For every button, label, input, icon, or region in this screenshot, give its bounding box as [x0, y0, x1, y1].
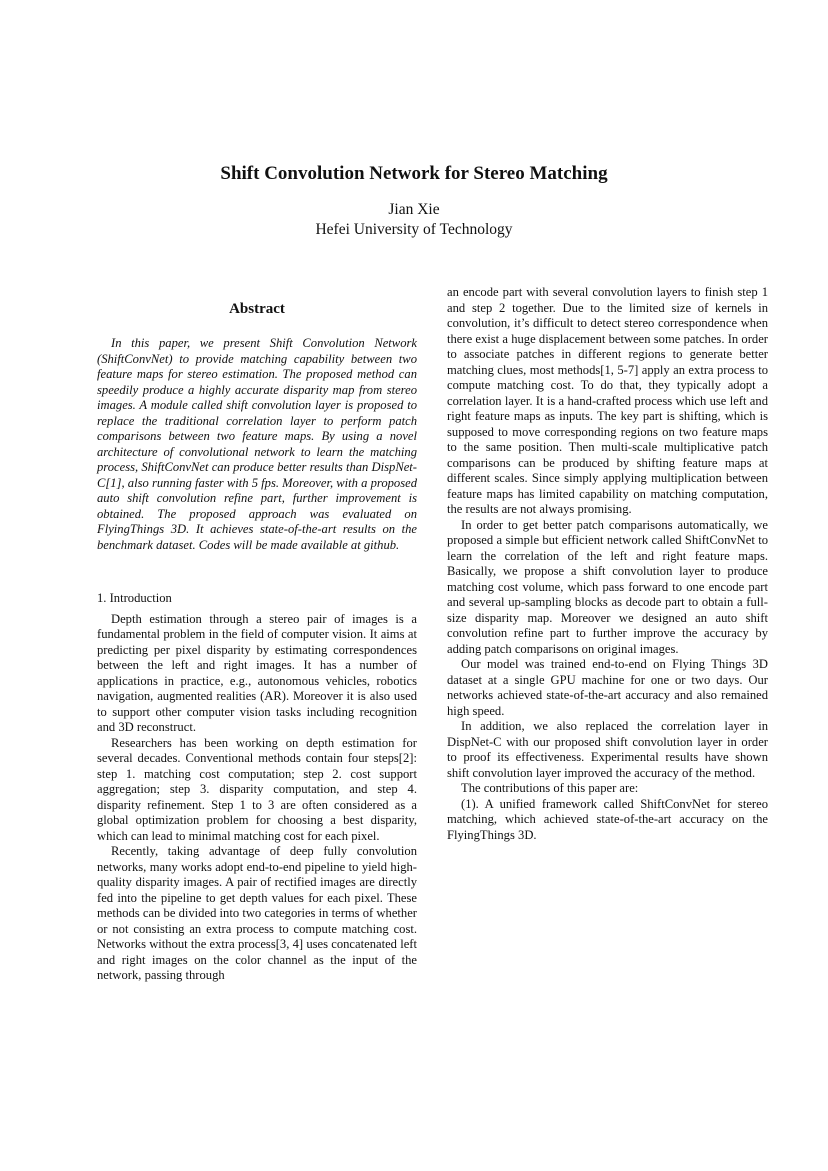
- introduction-heading: 1. Introduction: [97, 591, 172, 605]
- intro-paragraph: Researchers has been working on depth estimation for several decades. Conventional methods contain four steps[2]: step 1. matching cost computation; step 2. cost support aggregation; step 3. disparity computation, and step 4. disparity refinement. Step 1 to 3 are often considered as a global optimization problem for choosing a best disparity, which can lead to minimal matching cost for each pixel.: [97, 735, 417, 843]
- abstract-heading: Abstract: [229, 301, 285, 317]
- right-column: [447, 285, 768, 843]
- intro-paragraph: Depth estimation through a stereo pair of images is a fundamental problem in the field of computer vision. It aims at predicting per pixel disparity by estimating correspondences between the left and right images. It has a number of applications in practice, e.g., autonomous vehicles, robotics navigation, augmented realities (AR). Moreover it is also used to support other computer vision tasks including recognition and 3D reconstruct.: [97, 611, 417, 734]
- left-column: [97, 300, 417, 984]
- body-paragraph: Our model was trained end-to-end on Flying Things 3D dataset at a single GPU machine for one or two days. Our networks achieved state-of-the-art accuracy and also remained high speed.: [447, 657, 768, 718]
- author-affiliation: Hefei University of Technology: [315, 221, 513, 238]
- body-paragraph: an encode part with several convolution layers to finish step 1 and step 2 together. Due to the limited size of kernels in convolution, it’s difficult to detect stereo correspondence when there exist a huge displacement between some patches. In order to associate patches in different regions to generate better matching clues, most methods[1, 5-7] apply an extra process to compute matching cost. To do that, they typically adopt a correlation layer. It is a hand-crafted process which use left and right feature maps as inputs. The key part is shifting, which is supposed to move corresponding regions on two feature maps to the same position. Then multi-scale multiplicative patch comparisons can be produced by shifting feature maps at different scales. Since simply applying multiplication between feature maps has limited capability on matching computation, the results are not always promising.: [447, 285, 768, 516]
- paper-title: Shift Convolution Network for Stereo Matching: [220, 163, 608, 184]
- contributions-intro: The contributions of this paper are:: [461, 781, 639, 795]
- contribution-item: (1). A unified framework called ShiftConvNet for stereo matching, which achieved state-of-the-art accuracy on the FlyingThings 3D.: [447, 796, 768, 842]
- body-paragraph: In order to get better patch comparisons automatically, we proposed a simple but efficient network called ShiftConvNet to learn the correlation of the left and right feature maps. Basically, we propose a shift convolution layer to produce matching cost volume, which pass forward to one encode part and several up-sampling blocks as decode part to obtain a full-size disparity map. Moreover we designed an auto shift convolution refine part to further improve the accuracy by adding patch comparisons on original images.: [447, 517, 768, 656]
- body-paragraph: In addition, we also replaced the correlation layer in DispNet-C with our proposed shift convolution layer in order to proof its effectiveness. Experimental results have shown shift convolution layer improved the accuracy of the method.: [447, 719, 768, 780]
- author-name: Jian Xie: [388, 201, 440, 218]
- intro-paragraph: Recently, taking advantage of deep fully convolution networks, many works adopt end-to-end pipeline to yield high-quality disparity images. A pair of rectified images are directly fed into the pipeline to get depth values for each pixel. These methods can be divided into two categories in terms of whether or not consisting an extra process to compute matching cost. Networks without the extra process[3, 4] uses concatenated left and right images on the color channel as the input of the network, passing through: [97, 844, 417, 982]
- abstract-text: In this paper, we present Shift Convolution Network (ShiftConvNet) to provide matching capability between two feature maps for stereo estimation. The proposed method can speedily produce a highly accurate disparity map from stereo images. A module called shift convolution layer is proposed to replace the traditional correlation layer to perform patch comparisons between two feature maps. By using a novel architecture of convolutional network to learn the matching process, ShiftConvNet can produce better results than DispNet-C[1], also running faster with 5 fps. Moreover, with a proposed auto shift convolution refine part, further improvement is obtained. The proposed approach was evaluated on FlyingThings 3D. It achieves state-of-the-art results on the benchmark dataset. Codes will be made available at github.: [97, 336, 417, 552]
